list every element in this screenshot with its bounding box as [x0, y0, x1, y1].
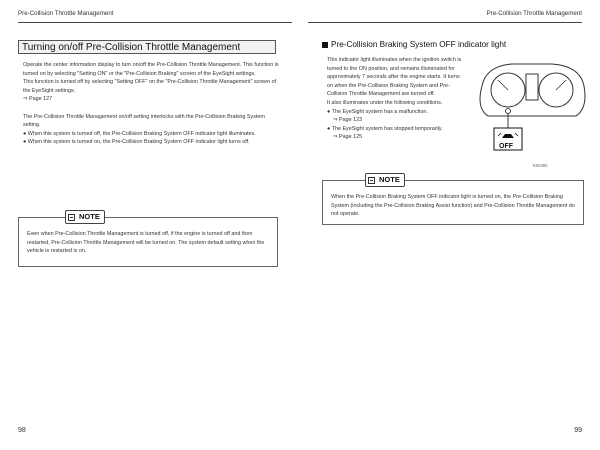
page-reference[interactable]: ⇒ Page 123 — [333, 117, 363, 124]
figure-code: E00480 — [533, 163, 548, 168]
note-label-text: NOTE — [379, 175, 400, 184]
note-icon — [368, 177, 375, 184]
note-box — [18, 212, 278, 267]
right-page — [300, 0, 600, 450]
paragraph: The Pre-Collision Throttle Management on/off setting interlocks with the Pre-Collision Braking System setting. — [23, 113, 265, 129]
square-bullet-icon — [322, 42, 328, 48]
running-header: Pre-Collision Throttle Management — [18, 10, 114, 17]
paragraph: This function is turned off by selecting "Setting OFF" on the "Pre-Collision Throttle Management" screen of the EyeSight settings. — [23, 79, 277, 94]
note-text — [27, 230, 269, 256]
note-body: Even when Pre-Collision Throttle Management is turned off, if the engine is turned off and then restarted, Pre-Collision Throttle Management will be turned on. The system default setting when the vehicle is restarted is on. — [27, 231, 265, 255]
section-heading — [322, 40, 506, 49]
indicator-off-text: OFF — [499, 143, 513, 150]
header-rule — [18, 22, 292, 23]
note-body: When the Pre-Collision Braking System OFF indicator light is turned on, the Pre-Collision Braking System (including the Pre-Collision Braking Assist function) and Pre-Collision Throttle Management do not operate. — [331, 194, 575, 218]
paragraph: This indicator light illuminates when the ignition switch is turned to the ON position, and remains illuminated for approximately 7 seconds after the engine starts. It turns on when the Pre-Collision Braking System and Pre-Collision Throttle Management are turned off. — [327, 57, 462, 98]
note-label — [365, 173, 405, 187]
note-icon — [68, 214, 75, 221]
header-rule — [308, 22, 582, 23]
paragraph: It also illuminates under the following conditions. — [327, 99, 443, 106]
right-body — [327, 56, 467, 142]
bullet-item: ● When this system is turned on, the Pre-Collision Braking System OFF indicator light turns off. — [23, 139, 250, 146]
note-label-text: NOTE — [79, 212, 100, 221]
instrument-cluster-icon — [472, 58, 592, 168]
page-number: 98 — [18, 427, 26, 434]
section-title: Turning on/off Pre-Collision Throttle Management — [18, 40, 276, 54]
note-label — [65, 210, 105, 224]
note-box — [322, 175, 584, 225]
bullet-item: ● When this system is turned off, the Pre-Collision Braking System OFF indicator light illuminates. — [23, 130, 256, 137]
page-reference[interactable]: ⇒ Page 127 — [23, 96, 53, 103]
bullet-item: ● The EyeSight system has a malfunction. — [327, 108, 428, 115]
paragraph: Operate the center information display to turn on/off the Pre-Collision Throttle Management. This function is turned on by selecting "Setting ON" or the "Pre-Collision Braking" screen of the EyeSight settings. — [23, 62, 279, 77]
page-reference[interactable]: ⇒ Page 125 — [333, 134, 363, 141]
section-heading-text: Pre-Collision Braking System OFF indicator light — [331, 40, 507, 49]
note-text — [331, 193, 575, 219]
bullet-item: ● The EyeSight system has stopped temporarily. — [327, 125, 443, 132]
running-header: Pre-Collision Throttle Management — [486, 10, 582, 17]
instrument-cluster-figure — [472, 58, 592, 168]
page-number: 99 — [574, 427, 582, 434]
left-body — [23, 61, 281, 147]
